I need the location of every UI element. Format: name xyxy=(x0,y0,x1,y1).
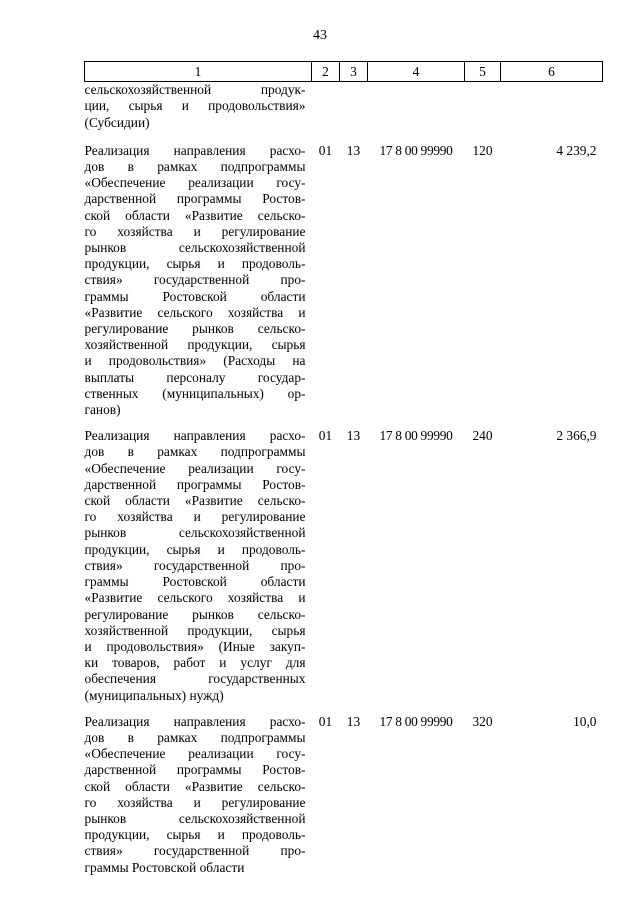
description-line: ганов) xyxy=(84,402,121,418)
col-4-code: 17 8 00 99990 xyxy=(379,713,453,729)
description-line: дов в рамках подпрограммы xyxy=(84,444,306,460)
table-row xyxy=(85,428,603,713)
description-line: и продовольствия» (Расходы на xyxy=(84,353,306,369)
description-line: дарственной программы Ростов- xyxy=(84,191,306,207)
col-6-amount xyxy=(501,82,603,143)
description-line: хозяйственной продукции, сырья xyxy=(84,622,306,638)
description-line: ки товаров, работ и услуг для xyxy=(84,655,306,671)
description-line: «Обеспечение реализации госу- xyxy=(84,460,306,476)
description-line: дарственной программы Ростов- xyxy=(84,762,306,778)
description-line: «Развитие сельского хозяйства и xyxy=(84,304,306,320)
description-line: рынков сельскохозяйственной xyxy=(84,240,306,256)
header-col-2: 2 xyxy=(312,62,340,82)
col-3-code: 13 xyxy=(346,142,361,158)
description-line: обеспечения государственных xyxy=(84,671,306,687)
description-line: продукции, сырья и продоволь- xyxy=(84,827,306,843)
description-line: (Субсидии) xyxy=(84,114,150,130)
description-line: го хозяйства и регулирование xyxy=(84,223,306,239)
description-line: граммы Ростовской области xyxy=(84,574,306,590)
col-2-code: 01 xyxy=(318,142,333,158)
col-6-amount: 10,0 xyxy=(573,713,597,729)
col-2-code: 01 xyxy=(318,428,333,444)
table-row xyxy=(85,714,603,886)
header-col-5: 5 xyxy=(465,62,501,82)
table-header-row xyxy=(85,62,603,82)
header-col-3: 3 xyxy=(340,62,368,82)
description-line: дарственной программы Ростов- xyxy=(84,476,306,492)
col-4-code: 17 8 00 99990 xyxy=(379,142,453,158)
description-line: го хозяйства и регулирование xyxy=(84,794,306,810)
description-line: сельскохозяйственной продук- xyxy=(84,82,306,98)
description-line: (муниципальных) нужд) xyxy=(84,687,224,703)
description-line: ствия» государственной про- xyxy=(84,843,306,859)
col-4-code: 17 8 00 99990 xyxy=(379,428,453,444)
col-5-code: 240 xyxy=(472,428,493,444)
row-description xyxy=(85,82,312,143)
description-line: Реализация направления расхо- xyxy=(84,142,306,158)
description-line: регулирование рынков сельско- xyxy=(84,606,306,622)
description-line: граммы Ростовской области xyxy=(84,288,306,304)
description-line: дов в рамках подпрограммы xyxy=(84,729,306,745)
description-line: го хозяйства и регулирование xyxy=(84,509,306,525)
col-4-code xyxy=(368,82,465,143)
col-5-code: 320 xyxy=(472,713,493,729)
col-3-code: 13 xyxy=(346,713,361,729)
description-line: ской области «Развитие сельско- xyxy=(84,493,306,509)
description-line: «Обеспечение реализации госу- xyxy=(84,175,306,191)
description-line: ской области «Развитие сельско- xyxy=(84,207,306,223)
description-line: продукции, сырья и продоволь- xyxy=(84,541,306,557)
description-line: Реализация направления расхо- xyxy=(84,713,306,729)
description-line: дов в рамках подпрограммы xyxy=(84,159,306,175)
page-number: 43 xyxy=(313,28,327,43)
budget-table xyxy=(84,61,603,886)
description-line: рынков сельскохозяйственной xyxy=(84,810,306,826)
row-description xyxy=(85,143,312,428)
description-line: ской области «Развитие сельско- xyxy=(84,778,306,794)
row-description xyxy=(85,428,312,713)
description-line: Реализация направления расхо- xyxy=(84,428,306,444)
description-line: ственных (муниципальных) ор- xyxy=(84,385,306,401)
col-3-code xyxy=(340,82,368,143)
description-line: ствия» государственной про- xyxy=(84,272,306,288)
col-2-code: 01 xyxy=(318,713,333,729)
description-line: «Обеспечение реализации госу- xyxy=(84,746,306,762)
description-line: и продовольствия» (Иные закуп- xyxy=(84,638,306,654)
row-description xyxy=(85,714,312,886)
header-col-1: 1 xyxy=(85,62,312,82)
description-line: регулирование рынков сельско- xyxy=(84,321,306,337)
description-line: ции, сырья и продовольствия» xyxy=(84,98,306,114)
col-6-amount: 2 366,9 xyxy=(556,428,597,444)
col-5-code: 120 xyxy=(472,142,493,158)
col-5-code xyxy=(465,82,501,143)
header-col-4: 4 xyxy=(368,62,465,82)
col-6-amount: 4 239,2 xyxy=(556,142,597,158)
table-row xyxy=(85,82,603,143)
col-2-code xyxy=(312,82,340,143)
header-col-6: 6 xyxy=(501,62,603,82)
col-3-code: 13 xyxy=(346,428,361,444)
description-line: хозяйственной продукции, сырья xyxy=(84,337,306,353)
description-line: продукции, сырья и продоволь- xyxy=(84,256,306,272)
table-row xyxy=(85,143,603,428)
description-line: граммы Ростовской области xyxy=(84,859,245,875)
description-line: ствия» государственной про- xyxy=(84,557,306,573)
description-line: «Развитие сельского хозяйства и xyxy=(84,590,306,606)
description-line: выплаты персоналу государ- xyxy=(84,369,306,385)
description-line: рынков сельскохозяйственной xyxy=(84,525,306,541)
